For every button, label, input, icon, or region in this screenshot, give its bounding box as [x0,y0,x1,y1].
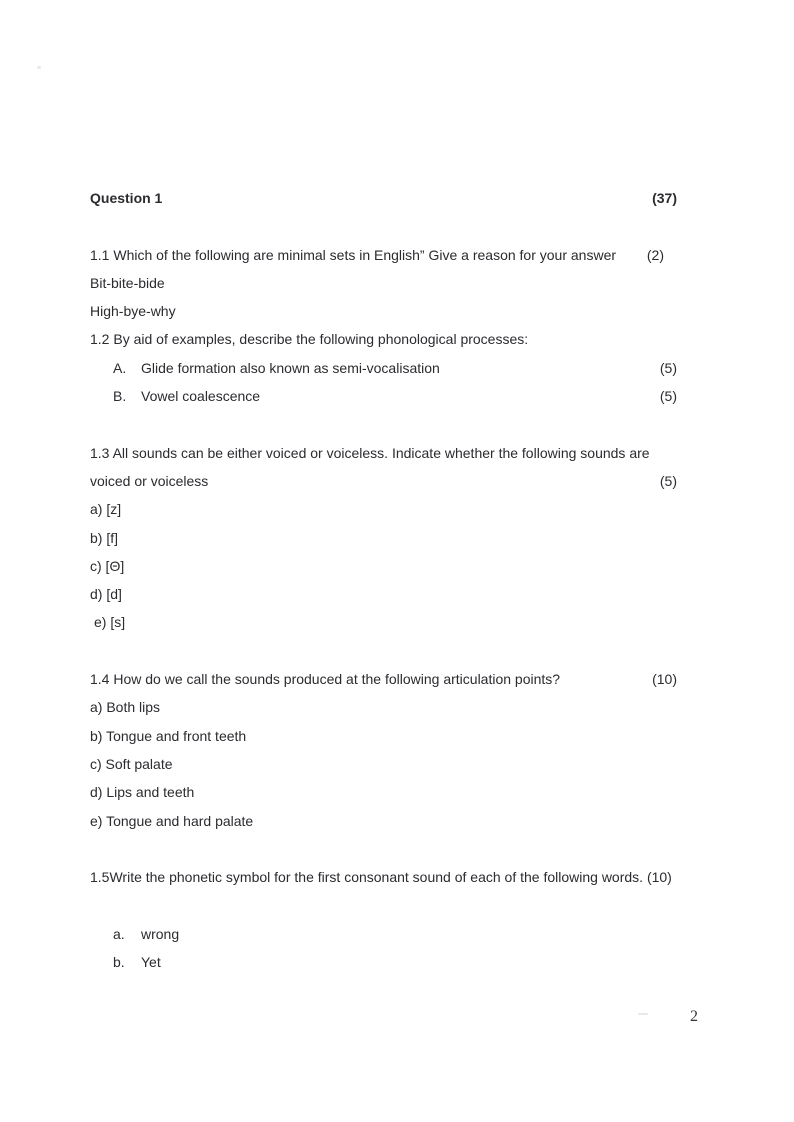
list-item: c) [Θ] [90,557,125,574]
list-item: e) [s] [94,614,126,631]
question-1-2-item-b [90,382,677,410]
question-1-3-text-line1: 1.3 All sounds can be either voiced or voiceless. Indicate whether the following sounds are [90,444,650,461]
item-text: Vowel coalescence [141,388,261,405]
list-item: d) Lips and teeth [90,784,195,801]
question-1-5-item-b [90,948,677,976]
list-item: b) [f] [90,529,119,546]
question-1-5-item-a [90,920,677,948]
spacer [90,212,677,240]
question-1-1-example: High-bye-why [90,303,176,320]
spacer [90,410,677,438]
question-total-marks: (37) [652,190,677,206]
question-1-4-marks: (10) [652,671,677,688]
scan-artifact [37,66,41,69]
item-text: Glide formation also known as semi-vocalisation [141,359,440,376]
scan-artifact [638,1013,648,1015]
item-marks: (5) [659,388,677,405]
question-1-2-item-a [90,354,677,382]
page-number: 2 [690,1008,698,1025]
item-label: a. [113,925,125,942]
question-1-1-text: 1.1 Which of the following are minimal sets in English” Give a reason for your answer [90,246,617,263]
question-1-4-text: 1.4 How do we call the sounds produced at the following articulation points? [90,671,561,688]
list-item: a) Both lips [90,699,161,716]
spacer [90,637,677,665]
item-label: B. [113,388,127,405]
list-item: c) Soft palate [90,755,173,772]
question-1-1 [90,241,677,269]
question-header [90,184,677,212]
list-item: b) Tongue and front teeth [90,727,247,744]
question-1-1-marks: (2) [646,246,664,263]
list-item: e) Tongue and hard palate [90,812,254,829]
question-1-2-text: 1.2 By aid of examples, describe the following phonological processes: [90,331,529,348]
item-label: b. [113,954,125,971]
item-label: A. [113,359,127,376]
question-1-1-example: Bit-bite-bide [90,274,165,291]
list-item: a) [z] [90,501,122,518]
item-text: wrong [141,925,180,942]
item-text: Yet [141,954,161,971]
question-1-3-marks: (5) [659,472,677,489]
question-1-3-text-line2: voiced or voiceless [90,472,209,489]
question-1-4 [90,665,677,693]
question-1-5-text: 1.5Write the phonetic symbol for the first consonant sound of each of the following words. (10) [90,869,672,886]
list-item: d) [d] [90,586,122,603]
item-marks: (5) [659,359,677,376]
question-1-3-text-line2-row [90,467,677,495]
spacer [90,891,677,919]
question-title: Question 1 [90,190,163,206]
spacer [90,835,677,863]
